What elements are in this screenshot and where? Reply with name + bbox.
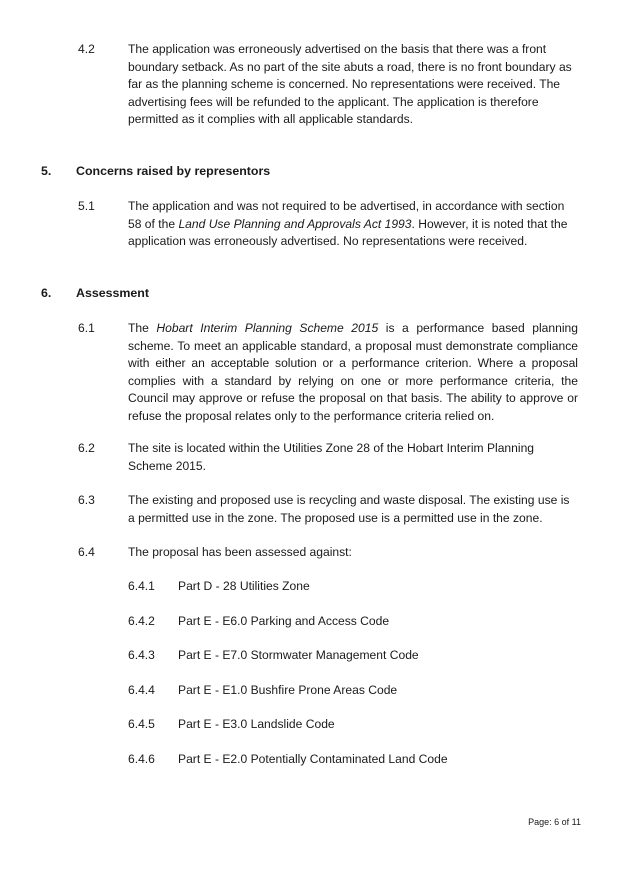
list-item-number: 6.4.3 (128, 648, 155, 662)
list-item-number: 6.4.1 (128, 579, 155, 593)
paragraph-number: 6.2 (78, 441, 95, 455)
section-number: 6. (41, 286, 52, 300)
list-item (0, 682, 622, 700)
paragraph-4-2 (0, 41, 622, 131)
list-item (0, 578, 622, 596)
section-title: Assessment (76, 286, 150, 300)
paragraph-text: The application and was not required to be advertised, in accordance with section 58 of the Land Use Planning and Approvals Act 1993. However, it is noted that the application was erroneously advertised. No representations were received. (128, 199, 568, 249)
paragraph-number: 4.2 (78, 42, 95, 56)
paragraph-text: The existing and proposed use is recycling and waste disposal. The existing use is a permitted use in the zone. The proposed use is a permitted use in the zone. (128, 493, 570, 525)
page-number: Page: 6 of 11 (528, 817, 581, 827)
list-item (0, 613, 622, 631)
list-item-text: Part E - E1.0 Bushfire Prone Areas Code (178, 683, 398, 697)
section-title: Concerns raised by representors (76, 164, 271, 178)
section-heading-5 (0, 163, 622, 181)
paragraph-number: 6.1 (78, 321, 95, 335)
list-item-number: 6.4.5 (128, 717, 155, 731)
section-heading-6 (0, 285, 622, 303)
list-item-number: 6.4.4 (128, 683, 155, 697)
list-item (0, 647, 622, 665)
list-item-text: Part E - E2.0 Potentially Contaminated Land Code (178, 752, 448, 766)
scheme-title: Hobart Interim Planning Scheme 2015 (156, 321, 379, 335)
paragraph-number: 5.1 (78, 199, 95, 213)
paragraph-6-4 (0, 544, 622, 562)
paragraph-number: 6.4 (78, 545, 95, 559)
paragraph-6-3 (0, 492, 622, 528)
paragraph-text: The site is located within the Utilities Zone 28 of the Hobart Interim Planning Scheme 2015. (128, 441, 535, 473)
paragraph-text: The application was erroneously advertised on the basis that there was a front boundary setback. As no part of the site abuts a road, there is no front boundary as far as the planning scheme is concerned. No representations were received. The advertising fees will be refunded to the applicant. The application is therefore permitted as it complies with all applicable standards. (128, 42, 572, 127)
paragraph-text: The proposal has been assessed against: (128, 545, 352, 559)
list-item-text: Part E - E7.0 Stormwater Management Code (178, 648, 419, 662)
list-item-number: 6.4.2 (128, 614, 155, 628)
paragraph-5-1 (0, 198, 622, 252)
paragraph-text: The Hobart Interim Planning Scheme 2015 is a performance based planning scheme. To meet an applicable standard, a proposal must demonstrate compliance with either an acceptable solution or a performance criterion. Where a proposal complies with a standard by relying on one or more performance criteria, the Council may approve or refuse the proposal on that basis. The ability to approve or refuse the proposal relates only to the performance criteria relied on. (128, 321, 578, 423)
list-item-text: Part D - 28 Utilities Zone (178, 579, 310, 593)
list-item-text: Part E - E3.0 Landslide Code (178, 717, 335, 731)
list-item-text: Part E - E6.0 Parking and Access Code (178, 614, 390, 628)
section-number: 5. (41, 164, 52, 178)
paragraph-6-2 (0, 440, 622, 476)
list-item-number: 6.4.6 (128, 752, 155, 766)
act-title: Land Use Planning and Approvals Act 1993 (178, 216, 412, 231)
list-item (0, 751, 622, 769)
paragraph-number: 6.3 (78, 493, 95, 507)
paragraph-6-1 (0, 320, 622, 426)
list-item (0, 716, 622, 734)
